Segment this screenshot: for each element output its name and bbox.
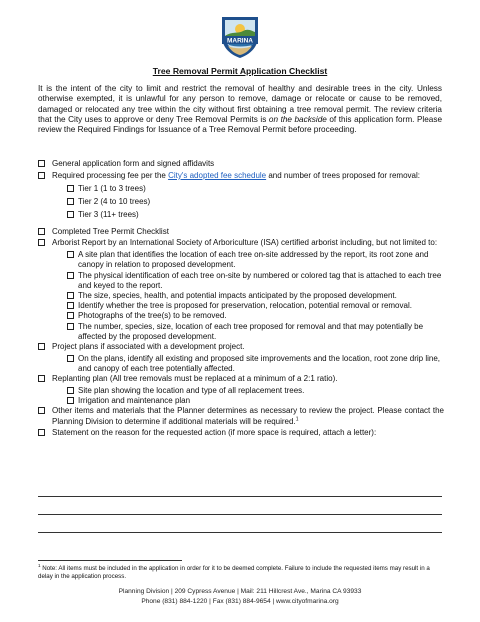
checklist — [38, 159, 444, 440]
checkbox[interactable] — [67, 251, 74, 258]
checkbox[interactable] — [67, 211, 74, 218]
checklist-subitem-irrigation-plan: Irrigation and maintenance plan — [38, 396, 444, 406]
logo-text: MARINA — [227, 37, 253, 45]
statement-line-1[interactable] — [38, 496, 442, 497]
intro-paragraph: It is the intent of the city to limit and restrict the removal of healthy and desirable trees in the city. Unless otherwise exempted, it is unlawful for any person to remove, damage or relocate or cause to be removed, damaged or relocated any tree within the city without first obtaining a tree removal permit. The review criteria that the City uses to approve or deny Tree Removal Permits is on the backside of this application form. Please review the Required Findings for Issuance of a Tree Removal Permit before proceeding. — [38, 84, 443, 135]
city-seal-logo — [216, 14, 264, 60]
checklist-item-project-plans: Project plans if associated with a development project. — [38, 342, 444, 352]
checkbox[interactable] — [67, 272, 74, 279]
checklist-subitem-photographs: Photographs of the tree(s) to be removed. — [38, 311, 444, 321]
checklist-subitem-plan-improvements: On the plans, identify all existing and proposed site improvements and the location, root zone drip line, and canopy of each tree potentially affected. — [38, 354, 444, 374]
checklist-subitem-tier-3: Tier 3 (11+ trees) — [38, 210, 444, 220]
checklist-subitem-tier-2: Tier 2 (4 to 10 trees) — [38, 197, 444, 207]
checklist-subitem-replacement-site-plan: Site plan showing the location and type of all replacement trees. — [38, 386, 444, 396]
checkbox[interactable] — [38, 429, 45, 436]
checklist-item-tree-permit-checklist: Completed Tree Permit Checklist — [38, 227, 444, 237]
checklist-subitem-site-plan: A site plan that identifies the location of each tree on-site addressed by the report, its root zone and canopy in relation to proposed development. — [38, 250, 444, 270]
checklist-item-replanting-plan: Replanting plan (All tree removals must be replaced at a minimum of a 2:1 ratio). — [38, 374, 444, 384]
checkbox[interactable] — [67, 312, 74, 319]
checkbox[interactable] — [67, 355, 74, 362]
fee-schedule-link[interactable]: City's adopted fee schedule — [168, 170, 267, 180]
checkbox[interactable] — [38, 160, 45, 167]
checkbox[interactable] — [38, 172, 45, 179]
checklist-subitem-trees-affected: The number, species, size, location of each tree proposed for removal and that may potentially be affected by the proposed development. — [38, 322, 444, 342]
checklist-subitem-tier-1: Tier 1 (1 to 3 trees) — [38, 184, 444, 194]
checkbox[interactable] — [67, 185, 74, 192]
footer-contact: Phone (831) 884-1220 | Fax (831) 884-9654 | www.cityofmarina.org — [141, 598, 339, 605]
footnote-rule — [38, 560, 182, 561]
footer-address: Planning Division | 209 Cypress Avenue | Mail: 211 Hillcrest Ave., Marina CA 93933 — [118, 588, 362, 595]
checkbox[interactable] — [67, 323, 74, 330]
checkbox[interactable] — [38, 228, 45, 235]
checklist-subitem-size-species-health: The size, species, health, and potential impacts anticipated by the proposed development. — [38, 291, 444, 301]
checkbox[interactable] — [67, 397, 74, 404]
checkbox[interactable] — [38, 375, 45, 382]
checkbox[interactable] — [67, 292, 74, 299]
checklist-item-application-form: General application form and signed affidavits — [38, 159, 444, 169]
checklist-subitem-preservation-status: Identify whether the tree is proposed for preservation, relocation, potential removal or removal. — [38, 301, 444, 311]
checklist-item-statement: Statement on the reason for the requested action (if more space is required, attach a letter): — [38, 428, 444, 438]
checkbox[interactable] — [38, 239, 45, 246]
footnote: $^1$ Note: All items must be included in the application in order for it to be deemed complete. Failure to include the requested items may result in a delay in the application process. — [38, 562, 430, 580]
page-title: Tree Removal Permit Application Checklist — [152, 66, 328, 76]
statement-line-3[interactable] — [38, 532, 442, 533]
checkbox[interactable] — [67, 302, 74, 309]
checklist-subitem-tree-identification: The physical identification of each tree on-site by numbered or colored tag that is attached to each tree and keyed to the report. — [38, 271, 444, 291]
checklist-item-other-materials: Other items and materials that the Planner determines as necessary to review the project. Please contact the Planning Division to determine if additional materials will be required.$^1$ — [38, 406, 444, 426]
checkbox[interactable] — [38, 407, 45, 414]
statement-line-2[interactable] — [38, 514, 442, 515]
checkbox[interactable] — [67, 198, 74, 205]
checkbox[interactable] — [38, 343, 45, 350]
checkbox[interactable] — [67, 387, 74, 394]
checklist-item-processing-fee: Required processing fee per the City's adopted fee schedule and number of trees proposed for removal: — [38, 171, 444, 181]
checklist-item-arborist-report: Arborist Report by an International Society of Arboriculture (ISA) certified arborist including, but not limited to: — [38, 238, 444, 248]
